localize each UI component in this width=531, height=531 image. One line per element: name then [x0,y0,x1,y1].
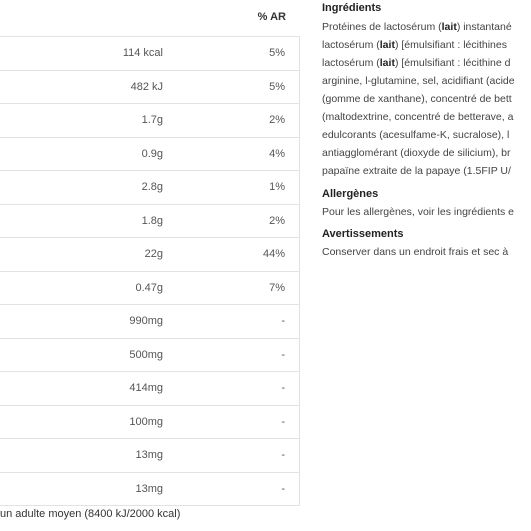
reference-intake-percent: 2% [269,214,285,227]
reference-intake-percent: 1% [269,181,285,193]
table-row [0,71,299,105]
ar-column-header: % AR [257,11,286,23]
table-row [0,339,299,373]
ingredients-line [322,108,531,126]
ingredients-line [322,144,531,162]
nutrition-table-header [0,0,300,37]
reference-intake-percent: 4% [269,147,285,160]
ingredients-title: Ingrédients [322,2,382,14]
reference-intake-percent: - [281,348,285,361]
table-row [0,305,299,339]
ingredients-segment: antiagglomérant (dioxyde de silicium), br [322,147,511,159]
table-row [0,372,299,406]
product-info-panel [322,2,531,260]
ingredients-line [322,162,531,180]
allergen-highlight: lait [379,57,395,69]
table-row [0,138,299,172]
table-row [0,406,299,440]
table-row [0,272,299,306]
ingredients-segment: (maltodextrine, concentré de betterave, a [322,111,514,123]
reference-intake-percent: 5% [269,80,285,93]
ingredients-line [322,126,531,144]
ingredients-segment: lactosérum ( [322,39,380,51]
nutrient-amount: 13mg [135,482,163,495]
table-row [0,439,299,473]
ingredients-text [322,18,531,180]
reference-intake-footnote: un adulte moyen (8400 kJ/2000 kcal) [0,508,181,520]
nutrient-amount: 100mg [129,415,163,428]
ingredients-line [322,72,531,90]
ingredients-line [322,54,531,72]
table-row [0,473,299,507]
warnings-section [322,228,531,260]
ingredients-segment: Protéines de lactosérum ( [322,21,442,33]
ingredients-segment: lactosérum ( [322,57,380,69]
warnings-text: Conserver dans un endroit frais et sec à [322,246,509,258]
allergens-section [322,188,531,220]
nutrient-amount: 500mg [129,348,163,361]
table-row [0,37,299,71]
reference-intake-percent: 2% [269,114,285,126]
ingredients-segment: (gomme de xanthane), concentré de bett [322,93,512,105]
nutrient-amount: 22g [144,248,163,260]
nutrient-amount: 482 kJ [130,80,163,93]
reference-intake-percent: - [281,449,285,461]
reference-intake-percent: 44% [262,248,285,260]
allergens-text: Pour les allergènes, voir les ingrédients e [322,206,515,218]
ingredients-line [322,18,531,36]
nutrient-amount: 13mg [135,449,163,461]
nutrient-amount: 414mg [129,382,163,394]
nutrient-amount: 2.8g [141,181,163,193]
nutrient-amount: 114 kcal [122,47,163,59]
reference-intake-percent: - [281,315,285,327]
allergens-title: Allergènes [322,188,379,200]
reference-intake-percent: - [281,415,285,428]
ingredients-segment: edulcorants (acesulfame-K, sucralose), l [322,129,510,141]
nutrition-table-body [0,37,300,506]
ingredients-segment: papaïne extraite de la papaye (1.5FIP U/ [322,165,511,177]
nutrient-amount: 990mg [129,315,163,327]
reference-intake-percent: 5% [269,47,285,59]
ingredients-segment: ) instantané [456,21,512,33]
ingredients-segment: arginine, l-glutamine, sel, acidifiant (acide [322,75,515,87]
ingredients-line [322,36,531,54]
table-row [0,205,299,239]
table-row [0,171,299,205]
nutrient-amount: 0.47g [135,281,163,294]
allergen-highlight: lait [379,39,395,51]
allergen-highlight: lait [441,21,457,33]
reference-intake-percent: 7% [269,281,285,294]
nutrient-amount: 1.7g [141,114,163,126]
reference-intake-percent: - [281,382,285,394]
warnings-title: Avertissements [322,228,404,240]
reference-intake-percent: - [281,482,285,495]
table-row [0,238,299,272]
nutrient-amount: 1.8g [141,214,163,227]
ingredients-segment: ) [émulsifiant : lécithine d [394,57,511,69]
nutrient-amount: 0.9g [141,147,163,160]
ingredients-segment: ) [émulsifiant : lécithines [394,39,507,51]
table-row [0,104,299,138]
ingredients-line [322,90,531,108]
ingredients-section [322,2,531,180]
